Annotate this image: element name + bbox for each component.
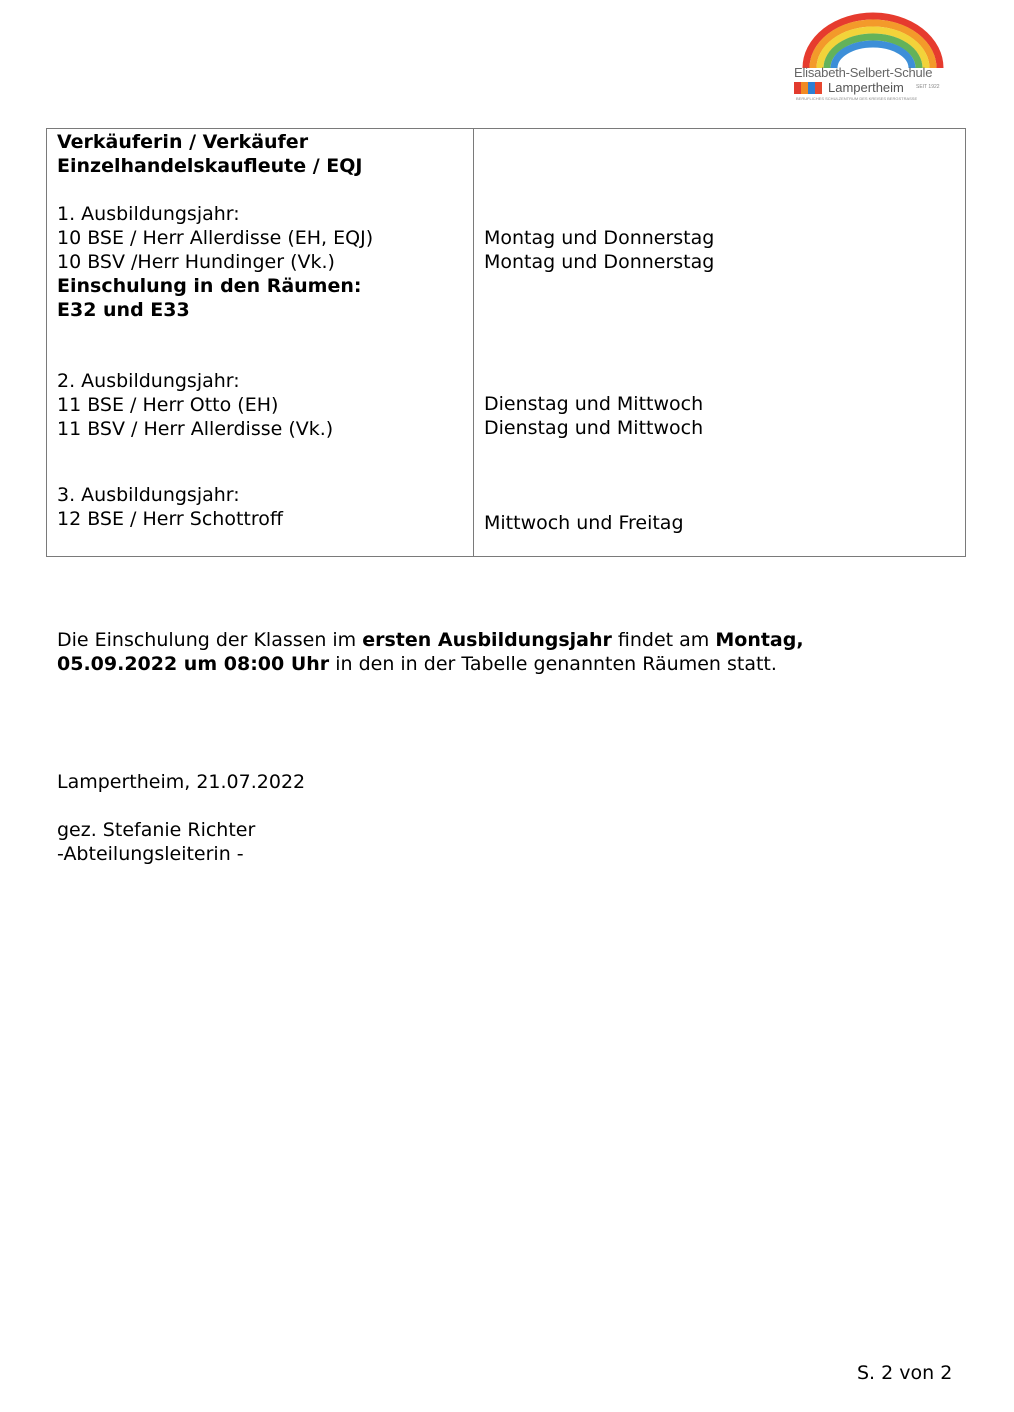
year3-class1: 12 BSE / Herr Schottroff <box>57 508 283 530</box>
signature-role: -Abteilungsleiterin - <box>57 843 244 865</box>
notice-text-3: in den in der Tabelle genannten Räumen statt. <box>329 653 777 675</box>
schedule-table <box>46 128 966 557</box>
logo-color-bars <box>794 82 822 94</box>
year2-class1: 11 BSE / Herr Otto (EH) <box>57 394 279 416</box>
logo-city: Lampertheim <box>828 80 904 95</box>
notice-text-1: Die Einschulung der Klassen im <box>57 629 363 651</box>
year1-class2: 10 BSV /Herr Hundinger (Vk.) <box>57 251 335 273</box>
year2-class2: 11 BSV / Herr Allerdisse (Vk.) <box>57 418 334 440</box>
year1-days2: Montag und Donnerstag <box>484 251 715 273</box>
days-column <box>474 129 966 557</box>
logo-school-name: Elisabeth-Selbert-Schule <box>794 65 933 80</box>
year1-label: 1. Ausbildungsjahr: <box>57 203 240 225</box>
logo-subline <box>792 80 952 96</box>
notice-text-2: findet am <box>611 629 716 651</box>
year1-rooms-line1: Einschulung in den Räumen: <box>57 275 362 297</box>
page-number: S. 2 von 2 <box>857 1362 953 1384</box>
table-heading-line2: Einzelhandelskaufleute / EQJ <box>57 155 363 177</box>
classes-column <box>47 129 474 557</box>
signature-block <box>57 818 255 866</box>
year3-days1: Mittwoch und Freitag <box>484 512 684 534</box>
notice-bold-year: ersten Ausbildungsjahr <box>362 629 612 651</box>
logo-since: SEIT 1922 <box>916 84 940 90</box>
table-heading-line1: Verkäuferin / Verkäufer <box>57 131 309 153</box>
notice-bold-day: Montag, <box>715 629 804 651</box>
logo-tagline: BERUFLICHES SCHULZENTRUM DES KREISES BERGSTRASSE <box>796 96 918 101</box>
notice-bold-datetime: 05.09.2022 um 08:00 Uhr <box>57 653 330 675</box>
year2-days2: Dienstag und Mittwoch <box>484 417 704 439</box>
rainbow-logo-graphic <box>798 10 948 70</box>
signature-name: gez. Stefanie Richter <box>57 819 256 841</box>
year2-days1: Dienstag und Mittwoch <box>484 393 704 415</box>
school-logo <box>792 8 954 104</box>
year1-days1: Montag und Donnerstag <box>484 227 715 249</box>
year3-label: 3. Ausbildungsjahr: <box>57 484 240 506</box>
table-row <box>47 129 966 557</box>
year2-label: 2. Ausbildungsjahr: <box>57 370 240 392</box>
year1-class1: 10 BSE / Herr Allerdisse (EH, EQJ) <box>57 227 374 249</box>
year1-rooms-line2: E32 und E33 <box>57 299 190 321</box>
enrollment-notice <box>57 628 917 676</box>
place-date: Lampertheim, 21.07.2022 <box>57 771 306 793</box>
